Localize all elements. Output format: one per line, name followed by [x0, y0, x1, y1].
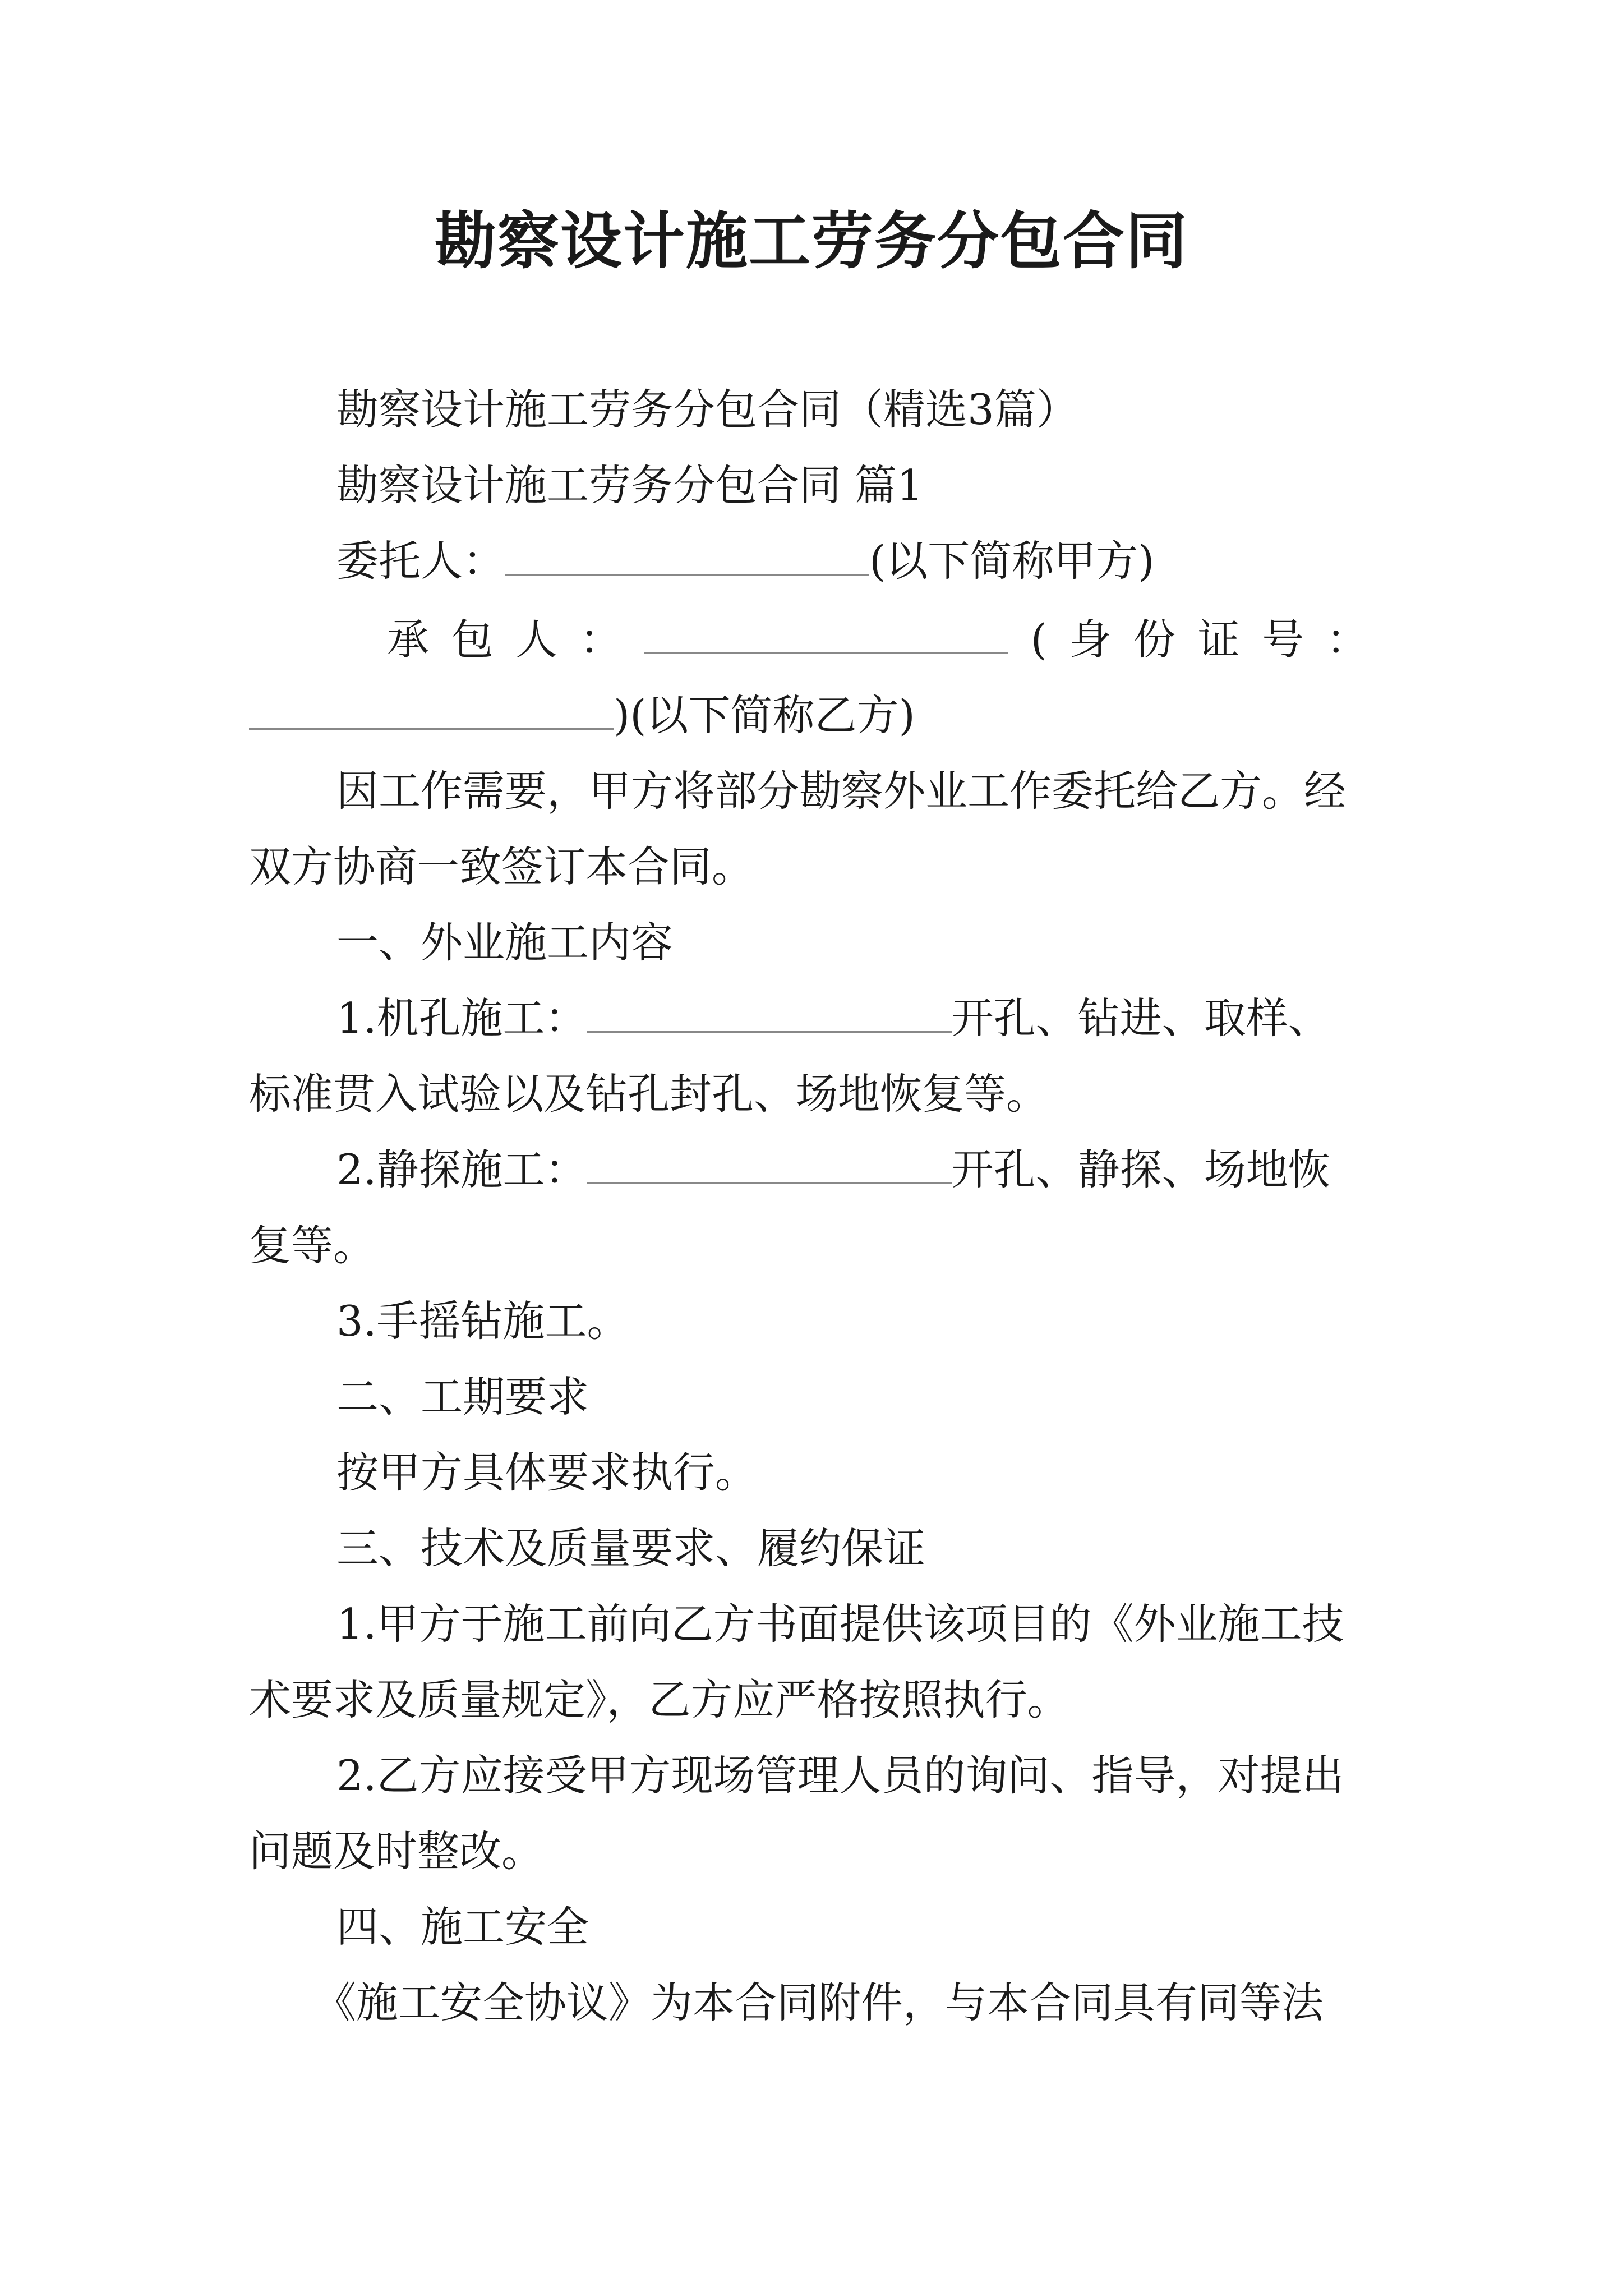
contractor-id-blank[interactable] — [249, 691, 614, 730]
document-title: 勘察设计施工劳务分包合同 — [435, 205, 1188, 277]
contractor-id-char: 号 — [1262, 615, 1304, 664]
client-line — [336, 530, 1155, 592]
item-2-prefix: 2.静探施工： — [336, 1145, 587, 1194]
section-4-title: 四、施工安全 — [336, 1902, 589, 1952]
document-subtitle: 勘察设计施工劳务分包合同（精选3篇） — [336, 385, 1078, 434]
contractor-id-char: 证 — [1197, 615, 1240, 664]
section-3-para-1: 1.甲方于施工前向乙方书面提供该项目的《外业施工技 — [336, 1599, 1344, 1649]
client-label: 委托人： — [336, 536, 505, 586]
contractor-char: 包 — [451, 615, 494, 664]
contractor-name-blank[interactable] — [644, 615, 1008, 654]
section-1-title: 一、外业施工内容 — [336, 918, 674, 967]
item-2-line-2: 复等。 — [249, 1221, 376, 1270]
section-2-title: 二、工期要求 — [336, 1372, 589, 1421]
item-2-line — [336, 1139, 1330, 1200]
contractor-id-char: ： — [1326, 615, 1368, 664]
section-3-para-1-line-2: 术要求及质量规定》，乙方应严格按照执行。 — [249, 1675, 1069, 1724]
item-1-prefix: 1.机孔施工： — [336, 993, 587, 1043]
contractor-line — [387, 609, 1368, 670]
section-3-para-2-line-2: 问题及时整改。 — [249, 1826, 544, 1876]
intro-paragraph-line: 双方协商一致签订本合同。 — [249, 842, 754, 891]
item-1-line — [336, 987, 1330, 1049]
section-2-body: 按甲方具体要求执行。 — [336, 1448, 758, 1497]
item-1-blank[interactable] — [587, 994, 952, 1033]
contractor-char: 承 — [387, 615, 430, 664]
contractor-char: 人 — [515, 615, 558, 664]
contractor-char: ： — [579, 615, 622, 664]
section-4-body: 《施工安全协议》为本合同附件，与本合同具有同等法 — [314, 1978, 1324, 2027]
item-2-blank[interactable] — [587, 1145, 952, 1184]
item-2-suffix: 开孔、静探、场地恢 — [951, 1145, 1330, 1194]
contractor-id-char: 身 — [1069, 615, 1112, 664]
client-suffix: (以下简称甲方) — [869, 536, 1155, 586]
intro-paragraph-line: 因工作需要，甲方将部分勘察外业工作委托给乙方。经 — [336, 766, 1347, 816]
contractor-id-line — [249, 684, 915, 746]
contractor-id-char: 份 — [1133, 615, 1176, 664]
contractor-id-open: ( — [1030, 615, 1048, 664]
item-1-line-2: 标准贯入试验以及钻孔封孔、场地恢复等。 — [249, 1069, 1049, 1119]
section-3-para-2: 2.乙方应接受甲方现场管理人员的询问、指导，对提出 — [336, 1751, 1344, 1800]
section-heading: 勘察设计施工劳务分包合同 篇1 — [336, 461, 924, 510]
client-name-blank[interactable] — [505, 537, 869, 576]
item-1-suffix: 开孔、钻进、取样、 — [951, 993, 1330, 1043]
section-3-title: 三、技术及质量要求、履约保证 — [336, 1524, 926, 1573]
item-3-line: 3.手摇钻施工。 — [336, 1296, 629, 1346]
contractor-suffix: )(以下简称乙方) — [614, 691, 915, 740]
